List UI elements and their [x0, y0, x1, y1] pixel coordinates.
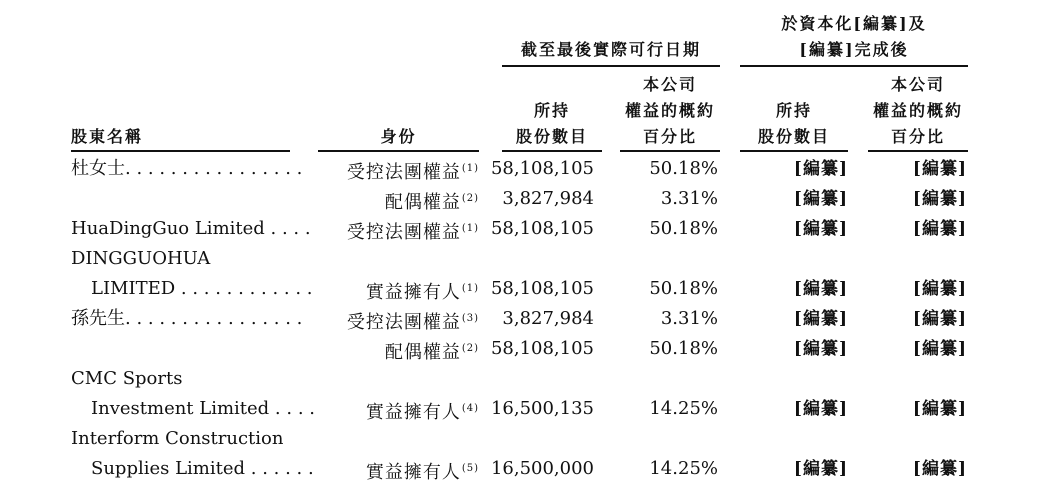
capacity-cell [347, 214, 479, 248]
percentage: 14.25% [649, 398, 718, 419]
note-reference: (1) [461, 283, 479, 294]
rule-shares-after [740, 150, 848, 152]
percentage: 50.18% [649, 278, 718, 299]
header-pct-l3: 百分比 [642, 127, 697, 146]
percentage-after-redacted: [編纂] [912, 339, 967, 359]
shares-after-redacted: [編纂] [793, 279, 848, 299]
capacity-cell [385, 334, 479, 368]
note-reference: (4) [461, 403, 479, 414]
percentage-after-redacted: [編纂] [912, 459, 967, 479]
header-group-after-line1: 於資本化[編纂]及 [781, 14, 927, 33]
header-shares-l2: 股份數目 [515, 127, 588, 146]
shares-held: 16,500,135 [490, 398, 594, 419]
percentage-after-redacted: [編纂] [912, 189, 967, 209]
shareholder-name: Investment Limited . . . . [91, 398, 315, 419]
shareholder-name: Supplies Limited . . . . . . [91, 458, 314, 479]
shareholder-name: 杜女士. . . . . . . . . . . . . . . . [71, 158, 303, 179]
shares-after-redacted: [編纂] [793, 339, 848, 359]
header-pct-after-l1: 本公司 [890, 75, 945, 94]
percentage-after-redacted: [編纂] [912, 219, 967, 239]
shareholder-name: Interform Construction [71, 428, 284, 449]
header-shares-l1: 所持 [533, 101, 570, 120]
note-reference: (5) [461, 463, 479, 474]
percentage: 50.18% [649, 338, 718, 359]
note-reference: (2) [461, 343, 479, 354]
rule-shares [502, 150, 602, 152]
header-group-latest: 截至最後實際可行日期 [520, 40, 701, 59]
capacity-cell [366, 454, 479, 488]
shares-held: 58,108,105 [490, 278, 594, 299]
capacity-text: 配偶權益 [384, 342, 461, 363]
capacity-cell [478, 244, 479, 278]
shareholder-name: HuaDingGuo Limited . . . . [71, 218, 311, 239]
shareholder-name: DINGGUOHUA [71, 248, 211, 269]
capacity-text: 實益擁有人 [365, 402, 461, 423]
note-reference: (3) [461, 313, 479, 324]
header-pct-l1: 本公司 [642, 75, 697, 94]
capacity-cell [366, 394, 479, 428]
capacity-text: 實益擁有人 [365, 462, 461, 483]
percentage-after-redacted: [編纂] [912, 309, 967, 329]
percentage-after-redacted: [編纂] [912, 159, 967, 179]
shares-after-redacted: [編纂] [793, 309, 848, 329]
header-pct-l2: 權益的概約 [624, 101, 715, 120]
header-name: 股東名稱 [71, 127, 144, 146]
shares-after-redacted: [編纂] [793, 459, 848, 479]
shares-held: 16,500,000 [490, 458, 594, 479]
capacity-text: 受控法團權益 [346, 162, 461, 183]
note-reference: (1) [461, 163, 479, 174]
shareholder-name: CMC Sports [71, 368, 183, 389]
shareholder-name: LIMITED . . . . . . . . . . . . [91, 278, 313, 299]
header-pct-after-l3: 百分比 [890, 127, 945, 146]
percentage: 50.18% [649, 218, 718, 239]
capacity-cell [347, 154, 479, 188]
capacity-cell [478, 424, 479, 458]
header-group-after-line2: [編纂]完成後 [799, 40, 909, 59]
percentage: 3.31% [660, 188, 718, 209]
percentage-after-redacted: [編纂] [912, 279, 967, 299]
rule-group-latest [502, 65, 720, 67]
capacity-text: 配偶權益 [384, 192, 461, 213]
rule-capacity [318, 150, 479, 152]
percentage-after-redacted: [編纂] [912, 399, 967, 419]
capacity-text: 受控法團權益 [346, 222, 461, 243]
note-reference: (1) [461, 223, 479, 234]
header-pct-after-l2: 權益的概約 [872, 101, 963, 120]
capacity-text: 受控法團權益 [346, 312, 461, 333]
shareholder-name: 孫先生. . . . . . . . . . . . . . . . [71, 308, 303, 329]
percentage: 50.18% [649, 158, 718, 179]
note-reference: (2) [461, 193, 479, 204]
percentage: 14.25% [649, 458, 718, 479]
rule-pct-after [868, 150, 968, 152]
header-shares-after-l2: 股份數目 [757, 127, 830, 146]
header-capacity: 身份 [380, 127, 417, 146]
shares-after-redacted: [編纂] [793, 399, 848, 419]
capacity-cell [478, 364, 479, 398]
header-shares-after-l1: 所持 [775, 101, 812, 120]
shares-held: 58,108,105 [490, 338, 594, 359]
rule-pct [620, 150, 720, 152]
rule-group-after [740, 65, 968, 67]
capacity-cell [385, 184, 479, 218]
percentage: 3.31% [660, 308, 718, 329]
shares-after-redacted: [編纂] [793, 159, 848, 179]
shares-held: 3,827,984 [502, 188, 594, 209]
shares-held: 58,108,105 [490, 158, 594, 179]
capacity-text: 實益擁有人 [365, 282, 461, 303]
shares-after-redacted: [編纂] [793, 219, 848, 239]
shares-held: 58,108,105 [490, 218, 594, 239]
shares-after-redacted: [編纂] [793, 189, 848, 209]
rule-name [71, 150, 290, 152]
capacity-cell [347, 304, 479, 338]
capacity-cell [366, 274, 479, 308]
shares-held: 3,827,984 [502, 308, 594, 329]
